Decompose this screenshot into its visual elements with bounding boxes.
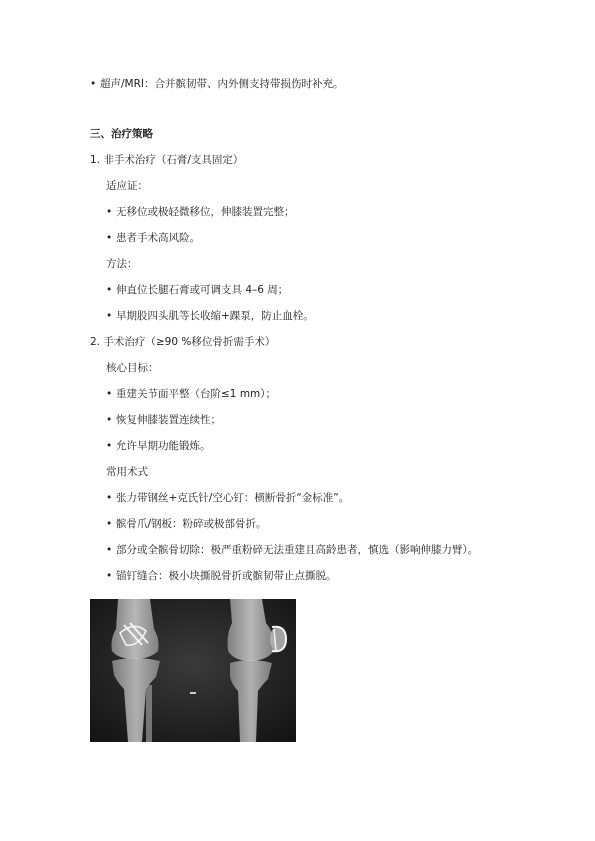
bullet-early-exercise bbox=[106, 439, 211, 453]
subsection-nonsurgical: 1. 非手术治疗（石膏/支具固定） bbox=[90, 154, 244, 166]
label-method: 方法： bbox=[106, 258, 138, 270]
bullet-text: 允许早期功能锻炼。 bbox=[116, 440, 211, 452]
bullet-text: 恢复伸膝装置连续性； bbox=[116, 414, 221, 426]
bullet-ultrasound-mri bbox=[90, 77, 344, 91]
bullet-extensor-continuity bbox=[106, 413, 221, 427]
bullet-text: 患者手术高风险。 bbox=[116, 232, 200, 244]
bullet-text: 张力带钢丝+克氏针/空心钉：横断骨折“金标准”。 bbox=[116, 492, 350, 504]
bullet-text: 锚钉缝合：极小块撕脱骨折或髌韧带止点撕脱。 bbox=[116, 570, 337, 582]
bullet-high-risk bbox=[106, 231, 200, 245]
bullet-dot: • bbox=[106, 414, 113, 426]
bullet-anchor-suture bbox=[106, 569, 337, 583]
bullet-dot: • bbox=[106, 310, 113, 322]
bullet-text: 部分或全髌骨切除：极严重粉碎无法重建且高龄患者，慎选（影响伸膝力臂）。 bbox=[116, 544, 479, 556]
bullet-dot: • bbox=[106, 544, 113, 556]
bullet-text: 伸直位长腿石膏或可调支具 4–6 周； bbox=[116, 284, 289, 296]
subsection-surgical: 2. 手术治疗（≥90 %移位骨折需手术） bbox=[90, 336, 276, 348]
bullet-dot: • bbox=[106, 284, 113, 296]
bullet-patellectomy bbox=[106, 543, 478, 557]
label-indications: 适应证： bbox=[106, 180, 148, 192]
bullet-cast bbox=[106, 283, 288, 297]
bullet-dot: • bbox=[106, 206, 113, 218]
bullet-joint-surface bbox=[106, 387, 276, 401]
section-heading-treatment-strategy: 三、治疗策略 bbox=[90, 128, 153, 140]
knee-xray-graphic bbox=[90, 599, 296, 742]
bullet-dot: • bbox=[106, 388, 113, 400]
bullet-patella-claw bbox=[106, 517, 267, 531]
bullet-text: 超声/MRI：合并髌韧带、内外侧支持带损伤时补充。 bbox=[100, 78, 344, 90]
bullet-text: 早期股四头肌等长收缩+踝泵，防止血栓。 bbox=[116, 310, 314, 322]
bullet-dot: • bbox=[90, 78, 97, 90]
bullet-text: 无移位或极轻微移位，伸膝装置完整； bbox=[116, 206, 295, 218]
bullet-tension-band bbox=[106, 491, 349, 505]
bullet-no-displacement bbox=[106, 205, 295, 219]
bullet-dot: • bbox=[106, 570, 113, 582]
bullet-dot: • bbox=[106, 440, 113, 452]
bullet-quad-exercise bbox=[106, 309, 314, 323]
label-core-goals: 核心目标： bbox=[106, 362, 159, 374]
bullet-text: 髌骨爪/钢板：粉碎或极部骨折。 bbox=[116, 518, 267, 530]
knee-xray-image bbox=[90, 599, 296, 742]
bullet-text: 重建关节面平整（台阶≤1 mm）； bbox=[116, 388, 277, 400]
bullet-dot: • bbox=[106, 492, 113, 504]
film-marker bbox=[190, 692, 196, 694]
label-common-procedures: 常用术式 bbox=[106, 466, 148, 478]
bullet-dot: • bbox=[106, 518, 113, 530]
bullet-dot: • bbox=[106, 232, 113, 244]
